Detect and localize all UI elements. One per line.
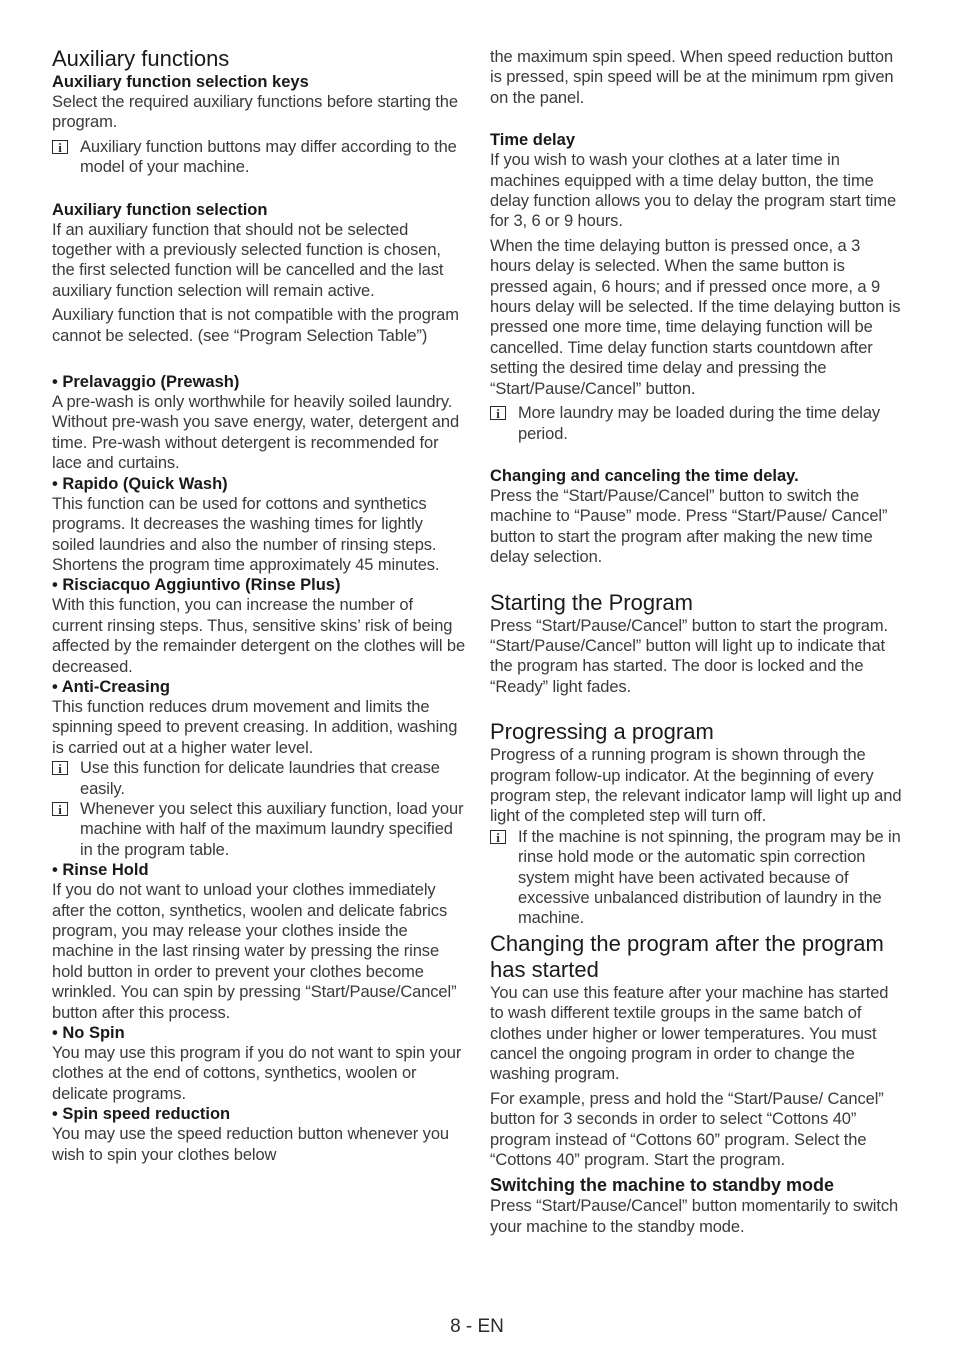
page-number: 8 - EN: [450, 1316, 504, 1337]
info-icon: [490, 830, 506, 844]
paragraph-time-delay-2: When the time delaying button is pressed once, a 3 hours delay is selected. When the same button is pressed again, 6 hours; and if pressed once more, a 9 hours delay will be selected. If the time delaying button is pressed one more time, time delaying function will be cancelled. Time delay function starts countdown after setting the desired time delay and pressing the “Start/Pause/Cancel” button.: [490, 236, 901, 398]
info-icon: [52, 761, 68, 775]
paragraph-spin-speed-reduction: You may use the speed reduction button whenever you wish to spin your clothes below: [52, 1125, 449, 1164]
info-icon: [52, 802, 68, 816]
paragraph-standby-mode: Press “Start/Pause/Cancel” button momentarily to switch your machine to the standby mode.: [490, 1197, 899, 1236]
section-title-starting-program: Starting the Program: [490, 589, 693, 615]
paragraph-starting-program: Press “Start/Pause/Cancel” button to start the program. “Start/Pause/Cancel” button will light up to indicate that the program has started. The door is locked and the “Ready” light fades.: [490, 616, 889, 696]
paragraph-time-delay-1: If you wish to wash your clothes at a later time in machines equipped with a time delay button, the time delay function allows you to delay the program start time for 3, 6 or 9 hours.: [490, 151, 897, 231]
paragraph-changing-program-2: For example, press and hold the “Start/Pause/ Cancel” button for 3 seconds in order to select “Cottons 40” program instead of “Cottons 60” program. Select the “Cottons 40” program. Start the program.: [490, 1089, 884, 1170]
note-text: If the machine is not spinning, the program may be in rinse hold mode or the automatic spin correction system might have been activated because of excessive unbalanced distribution of laundry in the machine.: [518, 827, 901, 928]
heading-quick-wash: • Rapido (Quick Wash): [52, 474, 228, 493]
note-half-load: [52, 799, 466, 860]
heading-standby-mode: Switching the machine to standby mode: [490, 1175, 835, 1196]
section-title-changing-program: Changing the program after the program has started: [490, 930, 884, 982]
paragraph-quick-wash: This function can be used for cottons and synthetics programs. It decreases the washing times for lightly soiled laundries and also the number of rinsing steps. Shortens the program time approximately 45 minutes.: [52, 494, 440, 574]
heading-rinse-plus: • Risciacquo Aggiuntivo (Rinse Plus): [52, 576, 341, 595]
heading-prewash: • Prelavaggio (Prewash): [52, 373, 240, 392]
info-icon: [52, 140, 68, 154]
paragraph-changing-program-1: You can use this feature after your machine has started to wash different textile groups in the same batch of clothes under higher or lower temperatures. You must cancel the ongoing program in order to change the washing program.: [490, 983, 889, 1084]
paragraph-no-spin: You may use this program if you do not want to spin your clothes at the end of cottons, synthetics, woolen or delicate programs.: [52, 1044, 462, 1103]
paragraph-rinse-plus: With this function, you can increase the number of current rinsing steps. Thus, sensitive skins’ risk of being affected by the remainder detergent on the clothes will be decreased.: [52, 596, 466, 676]
heading-spin-speed-reduction: • Spin speed reduction: [52, 1105, 231, 1124]
heading-no-spin: • No Spin: [52, 1024, 125, 1043]
heading-function-selection: Auxiliary function selection: [52, 200, 268, 219]
note-text: Auxiliary function buttons may differ according to the model of your machine.: [80, 137, 457, 177]
note-text: More laundry may be loaded during the time delay period.: [518, 404, 881, 443]
info-icon: [490, 406, 506, 420]
paragraph-rinse-hold: If you do not want to unload your clothes immediately after the cotton, synthetics, woolen and delicate fabrics program, you may release your clothes inside the machine in the last rinsing water by pressing the rinse hold button in order to prevent your clothes become wrinkled. You can spin by pressing “Start/Pause/Cancel” button after this process.: [52, 881, 457, 1022]
heading-time-delay: Time delay: [490, 131, 575, 150]
paragraph-changing-time-delay: Press the “Start/Pause/Cancel” button to switch the machine to “Pause” mode. Press “Start/Pause/ Cancel” button to start the program after making the new time delay selection.: [490, 486, 888, 567]
heading-selection-keys: Auxiliary function selection keys: [52, 73, 309, 91]
paragraph-selection-keys: Select the required auxiliary functions before starting the program.: [52, 93, 458, 132]
section-title-auxiliary-functions: Auxiliary functions: [52, 46, 230, 71]
heading-rinse-hold: • Rinse Hold: [52, 861, 149, 880]
note-more-laundry: [490, 403, 904, 444]
section-title-progressing-program: Progressing a program: [490, 719, 714, 745]
note-text: Use this function for delicate laundries that crease easily.: [80, 759, 440, 798]
paragraph-prewash: A pre-wash is only worthwhile for heavily soiled laundry. Without pre-wash you save energy, water, detergent and time. Pre-wash without detergent is recommended for lace and curtains.: [52, 393, 460, 473]
paragraph-selection-2: Auxiliary function that is not compatible with the program cannot be selected. (see “Program Selection Table”): [52, 306, 459, 345]
note-button-variation: [52, 137, 466, 178]
heading-anti-creasing: • Anti-Creasing: [52, 677, 170, 696]
left-column: [52, 46, 466, 1165]
note-not-spinning: [490, 827, 904, 929]
paragraph-spin-reduction-continued: the maximum spin speed. When speed reduction button is pressed, spin speed will be at the minimum rpm given on the panel.: [490, 48, 894, 107]
note-delicate: [52, 758, 466, 799]
heading-changing-time-delay: Changing and canceling the time delay.: [490, 466, 799, 485]
paragraph-progressing-program: Progress of a running program is shown through the program follow-up indicator. At the beginning of every program step, the relevant indicator lamp will light up and light of the completed step will turn off.: [490, 746, 902, 826]
paragraph-selection-1: If an auxiliary function that should not be selected together with a previously selected function is chosen, the first selected function will be cancelled and the last auxiliary function selection will remain active.: [52, 220, 444, 300]
note-text: Whenever you select this auxiliary function, load your machine with half of the maximum laundry specified in the program table.: [80, 799, 464, 859]
paragraph-anti-creasing: This function reduces drum movement and limits the spinning speed to prevent creasing. In addition, washing is carried out at a higher water level.: [52, 697, 458, 757]
right-column: [490, 47, 904, 1237]
